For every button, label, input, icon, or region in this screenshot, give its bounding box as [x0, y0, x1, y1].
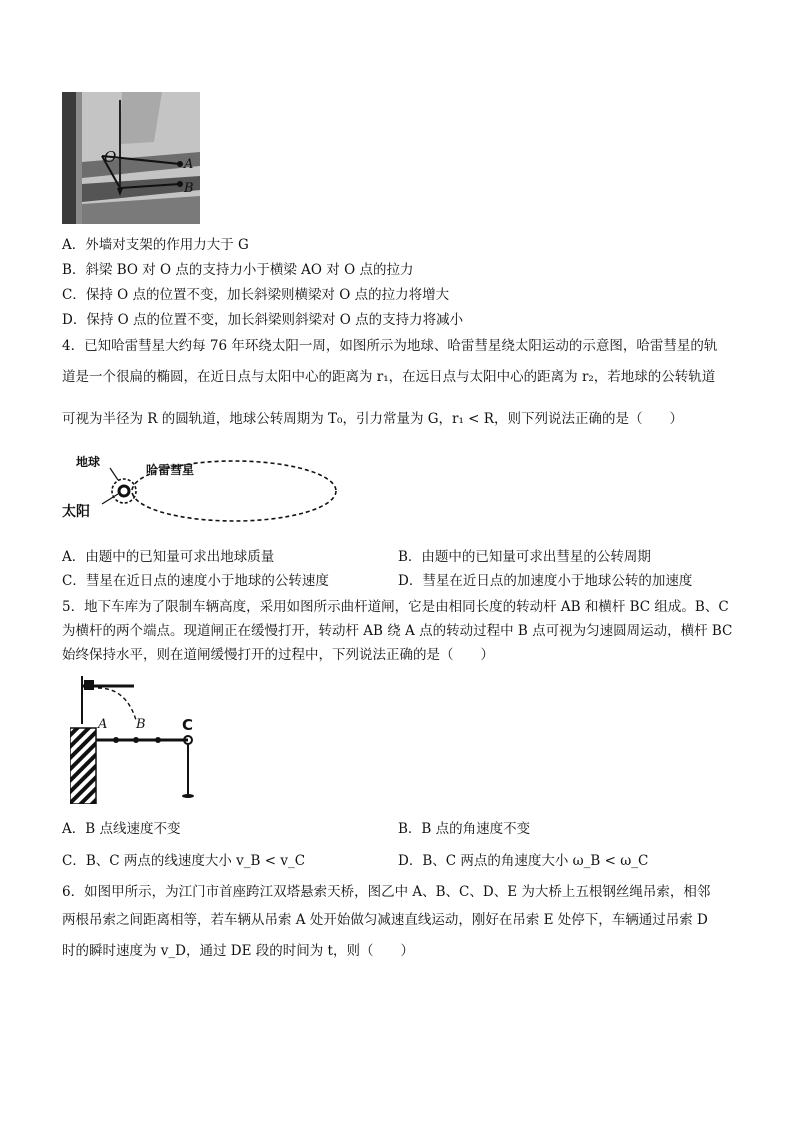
q5-stem-line1: 5．地下车库为了限制车辆高度，采用如图所示曲杆道闸，它是由相同长度的转动杆 AB 和横杆 BC 组成。B、C — [62, 599, 729, 615]
earth-label: 地球 — [76, 455, 101, 469]
q5-option-d: D．B、C 两点的角速度大小 ω_B < ω_C — [398, 853, 649, 869]
q4-stem-line1: 4．已知哈雷彗星大约每 76 年环绕太阳一周，如图所示为地球、哈雷彗星绕太阳运动的示意图，哈雷彗星的轨 — [62, 338, 718, 354]
q4-option-a: A．由题中的已知量可求出地球质量 — [62, 549, 275, 565]
orbit-diagram-drawing — [62, 452, 342, 532]
q6-stem-line3: 时的瞬时速度为 v_D，通过 DE 段的时间为 t，则（ ） — [62, 943, 414, 959]
label-a: A — [184, 157, 194, 172]
gate-diagram — [70, 676, 210, 804]
gate-diagram-drawing — [70, 676, 210, 804]
q4-option-b: B．由题中的已知量可求出彗星的公转周期 — [398, 549, 651, 565]
label-b: B — [184, 181, 194, 196]
q4-stem-line3: 可视为半径为 R 的圆轨道，地球公转周期为 T₀，引力常量为 G，r₁ < R，则下列说法正确的是（ ） — [62, 411, 683, 427]
sun-label: 太阳 — [62, 504, 90, 520]
q5-stem-line2: 为横杆的两个端点。现道闸正在缓慢打开，转动杆 AB 绕 A 点的转动过程中 B 点可视为匀速圆周运动，横杆 BC — [62, 623, 733, 639]
gate-label-b: B — [136, 717, 146, 732]
q3-option-b: B．斜梁 BO 对 O 点的支持力小于横梁 AO 对 O 点的拉力 — [62, 262, 414, 278]
q4-option-c: C．彗星在近日点的速度小于地球的公转速度 — [62, 573, 329, 589]
bracket-photo — [62, 92, 200, 224]
q5-option-b: B．B 点的角速度不变 — [398, 821, 531, 837]
q5-option-a: A．B 点线速度不变 — [62, 821, 181, 837]
q3-option-d: D．保持 O 点的位置不变，加长斜梁则斜梁对 O 点的支持力将减小 — [62, 312, 464, 328]
comet-label: 哈雷彗星 — [146, 463, 195, 477]
q6-stem-line1: 6．如图甲所示，为江门市首座跨江双塔悬索天桥，图乙中 A、B、C、D、E 为大桥上五根钢丝绳吊索，相邻 — [62, 884, 711, 900]
q3-option-c: C．保持 O 点的位置不变，加长斜梁则横梁对 O 点的拉力将增大 — [62, 287, 450, 303]
q6-stem-line2: 两根吊索之间距离相等，若车辆从吊索 A 处开始做匀减速直线运动，刚好在吊索 E 处停下，车辆通过吊索 D — [62, 912, 708, 928]
q4-stem-line2: 道是一个很扁的椭圆，在近日点与太阳中心的距离为 r₁，在远日点与太阳中心的距离为 r₂，若地球的公转轨道 — [62, 369, 716, 385]
bracket-photo-drawing — [62, 92, 200, 224]
orbit-diagram — [62, 452, 342, 532]
q3-option-a: A．外墙对支架的作用力大于 G — [62, 237, 249, 253]
label-o: O — [104, 148, 117, 166]
q5-stem-line3: 始终保持水平，则在道闸缓慢打开的过程中，下列说法正确的是（ ） — [62, 647, 494, 663]
q4-option-d: D．彗星在近日点的加速度小于地球公转的加速度 — [398, 573, 693, 589]
gate-label-c: C — [182, 716, 194, 734]
q5-option-c: C．B、C 两点的线速度大小 v_B < v_C — [62, 853, 306, 869]
gate-label-a: A — [98, 717, 108, 732]
